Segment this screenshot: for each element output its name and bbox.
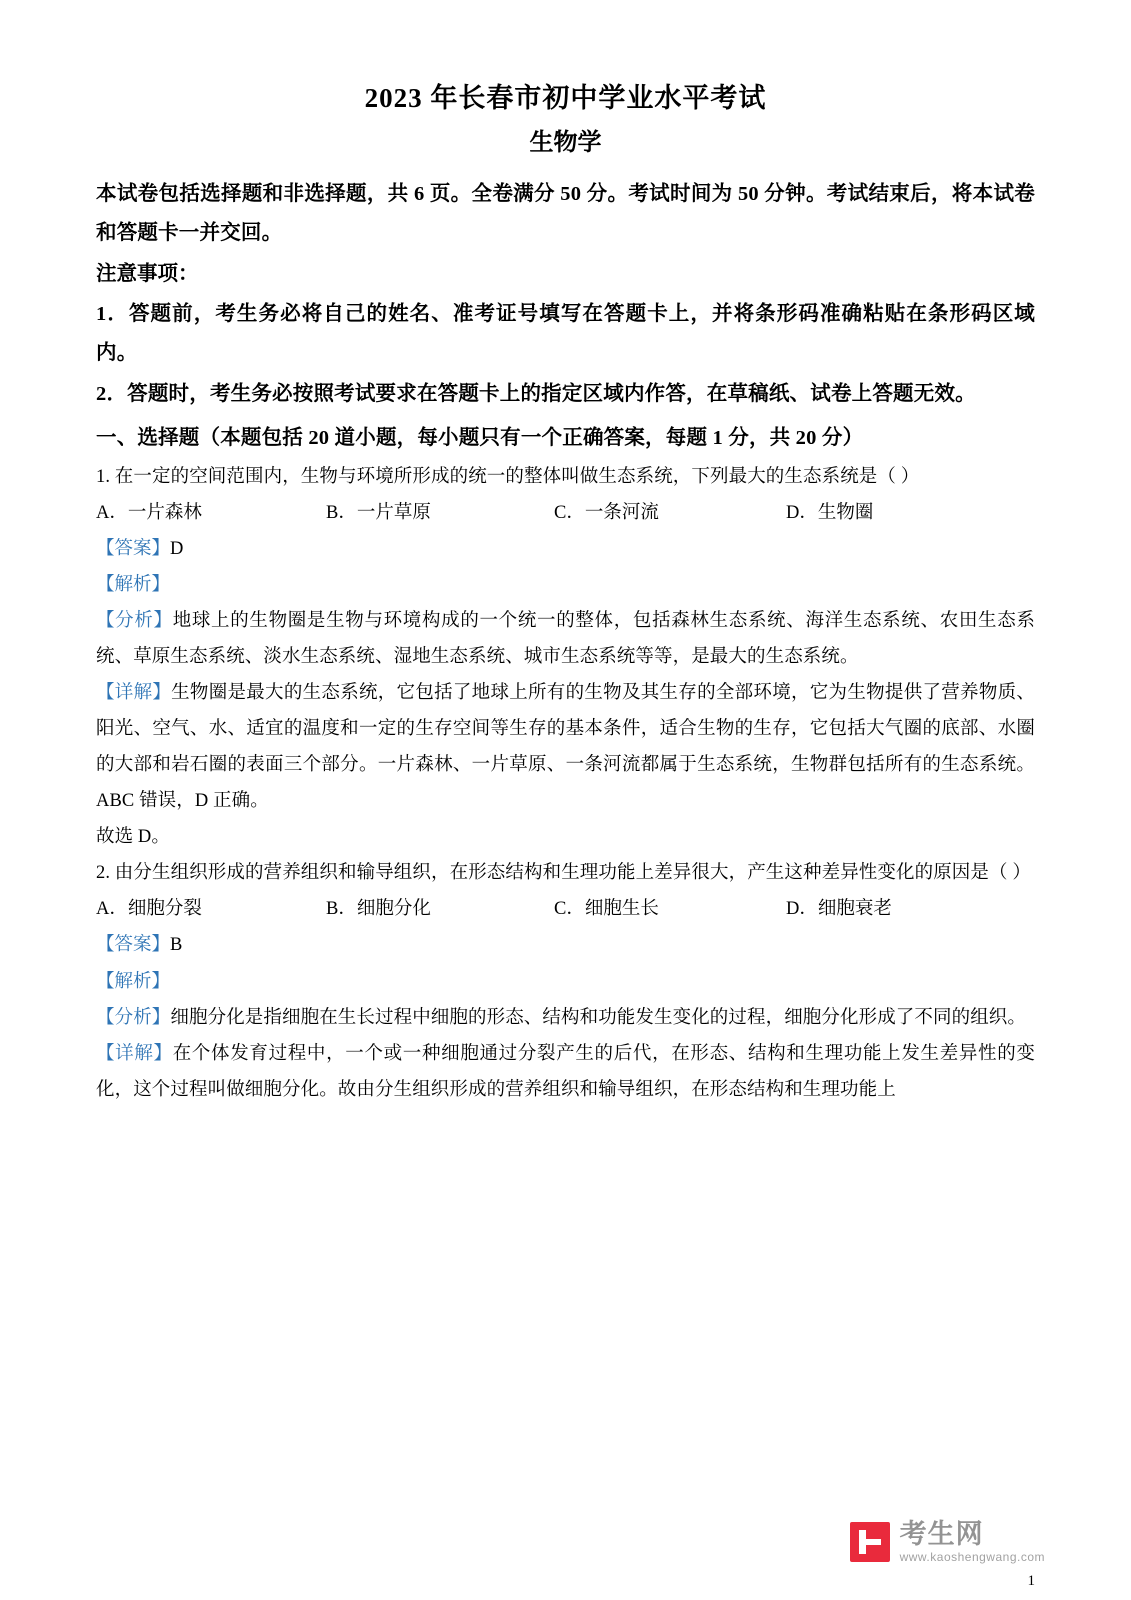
notice-label: 注意事项： [96,263,199,286]
analysis-text: 地球上的生物圈是生物与环境构成的一个统一的整体，包括森林生态系统、海洋生态系统、农田生态系统、草原生态系统、淡水生态系统、湿地生态系统、城市生态系统等等，是最大的生态系统。 [96,610,1035,667]
page-title: 2023 年长春市初中学业水平考试 [364,83,767,113]
detail-paragraph [96,1036,1035,1108]
detail-tag: 【详解】 [96,1043,173,1064]
detail-tag: 【详解】 [96,683,172,703]
instruction-paragraph: 本试卷包括选择题和非选择题，共 6 页。全卷满分 50 分。考试时间为 50 分钟。考试结束后，将本试卷和答题卡一并交回。 [96,182,1035,244]
question-options [96,891,1035,927]
page-number: 1 [1027,1573,1035,1589]
question-stem: 2. 由分生组织形成的营养组织和输导组织，在形态结构和生理功能上差异很大，产生这种差异性变化的原因是（ ） [96,863,1031,884]
question-stem: 1. 在一定的空间范围内，生物与环境所形成的统一的整体叫做生态系统，下列最大的生态系统是（ ） [96,466,920,487]
detail-text: 在个体发育过程中，一个或一种细胞通过分裂产生的后代，在形态、结构和生理功能上发生差异性的变化，这个过程叫做细胞分化。故由分生组织形成的营养组织和输导组织，在形态结构和生理功能上 [96,1043,1035,1100]
option-c[interactable]: C．细胞生长 [554,899,659,920]
explanation-label: 【解析】 [96,574,171,595]
conclusion-paragraph: 故选 D。 [96,827,170,848]
watermark-site-name: 考生网 [899,1518,984,1549]
answer-value: D [170,538,184,559]
analysis-tag: 【分析】 [96,1007,171,1028]
option-a[interactable]: A．一片森林 [96,502,202,523]
watermark-text [900,1520,1045,1564]
explanation-label: 【解析】 [96,971,171,992]
watermark [850,1520,1045,1564]
analysis-tag: 【分析】 [96,610,173,631]
analysis-paragraph [96,1000,1035,1036]
section-heading: 一、选择题（本题包括 20 道小题，每小题只有一个正确答案，每题 1 分，共 20 分） [96,426,864,449]
answer-line [96,531,1035,567]
notice-item-1: 1．答题前，考生务必将自己的姓名、准考证号填写在答题卡上，并将条形码准确粘贴在条形码区域内。 [96,302,1035,364]
watermark-site-url: www.kaoshengwang.com [899,1550,1045,1564]
option-d[interactable]: D．细胞衰老 [786,899,892,920]
detail-text: 生物圈是最大的生态系统，它包括了地球上所有的生物及其生存的全部环境，它为生物提供了营养物质、阳光、空气、水、适宜的温度和一定的生存空间等生存的基本条件，适合生物的生存，它包括大气圈的底部、水圈的大部和岩石圈的表面三个部分。一片森林、一片草原、一条河流都属于生态系统，生物群包括所有的生态系统。ABC 错误，D 正确。 [96,683,1035,812]
answer-label: 【答案】 [96,935,171,956]
option-a[interactable]: A．细胞分裂 [96,899,202,920]
page-subtitle: 生物学 [529,129,602,156]
option-b[interactable]: B．细胞分化 [326,899,431,920]
notice-item-2: 2．答题时，考生务必按照考试要求在答题卡上的指定区域内作答，在草稿纸、试卷上答题无效。 [96,383,976,406]
answer-value: B [170,935,183,956]
answer-line [96,927,1035,963]
option-d[interactable]: D．生物圈 [786,502,874,523]
option-c[interactable]: C．一条河流 [554,502,659,523]
answer-label: 【答案】 [96,538,171,559]
question-options [96,495,1035,531]
option-b[interactable]: B．一片草原 [326,502,431,523]
watermark-logo-icon [850,1522,890,1562]
detail-paragraph [96,675,1035,819]
analysis-paragraph [96,603,1035,675]
analysis-text: 细胞分化是指细胞在生长过程中细胞的形态、结构和功能发生变化的过程，细胞分化形成了不同的组织。 [170,1007,1027,1028]
